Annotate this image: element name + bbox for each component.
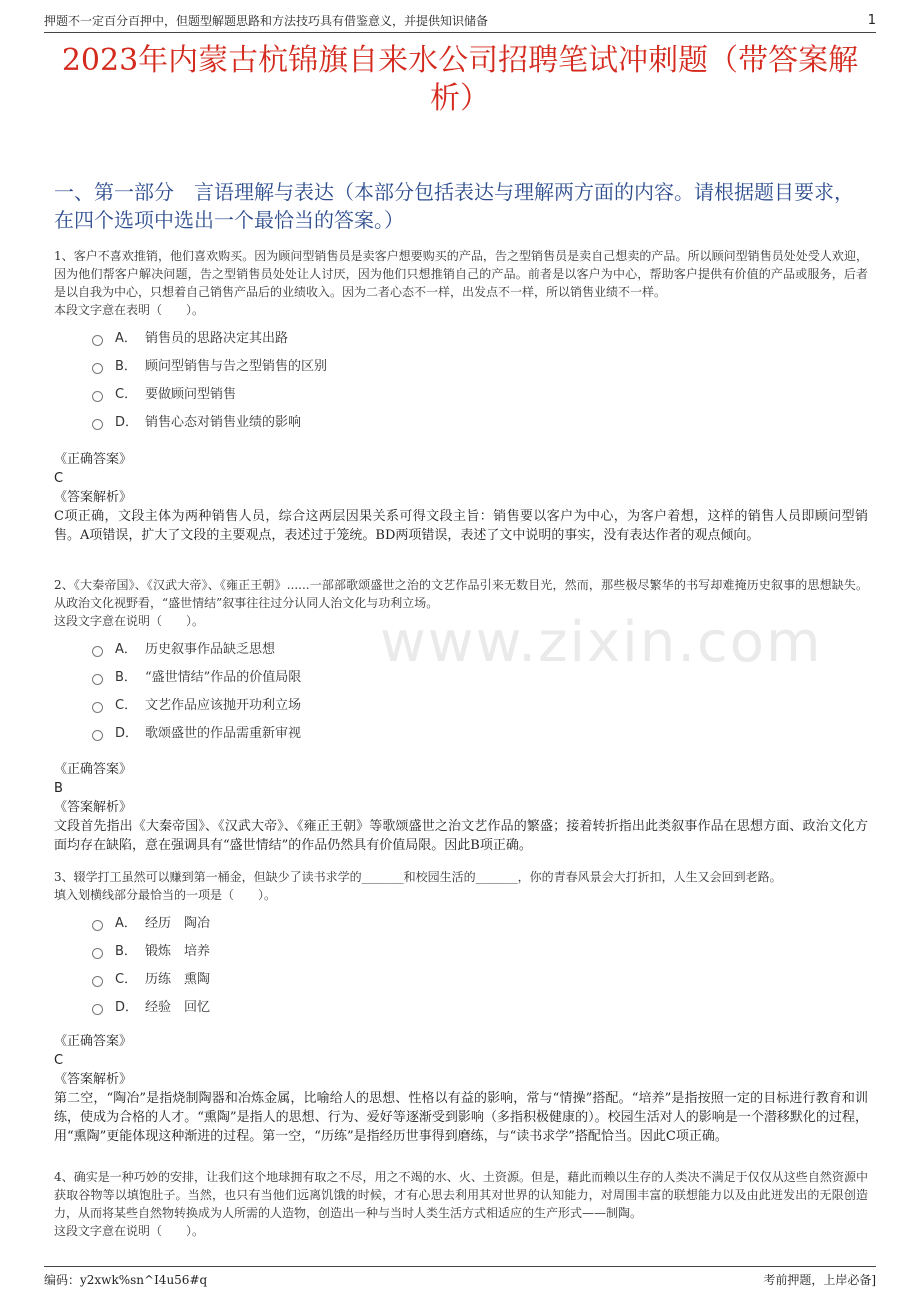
option-c[interactable]: C． 历练 熏陶 bbox=[92, 966, 868, 994]
answer-block-1 bbox=[54, 450, 868, 545]
radio-icon[interactable] bbox=[92, 1004, 103, 1015]
option-d[interactable]: D． 销售心态对销售业绩的影响 bbox=[92, 409, 868, 437]
question-1 bbox=[54, 247, 868, 437]
radio-icon[interactable] bbox=[92, 646, 103, 657]
analysis-label: 《答案解析》 bbox=[54, 1072, 133, 1087]
radio-icon[interactable] bbox=[92, 674, 103, 685]
section-heading: 一、第一部分 言语理解与表达（本部分包括表达与理解两方面的内容。请根据题目要求，在四个选项中选出一个最恰当的答案。） bbox=[54, 180, 854, 232]
document-code: 编码：y2xwk%sn^I4u56#q bbox=[44, 1273, 208, 1287]
option-c[interactable]: C． 文艺作品应该抛开功利立场 bbox=[92, 692, 868, 720]
answer-label: 《正确答案》 bbox=[54, 1034, 133, 1049]
footer-slogan: 考前押题，上岸必备] bbox=[763, 1273, 876, 1287]
radio-icon[interactable] bbox=[92, 920, 103, 931]
question-2 bbox=[54, 576, 868, 748]
page-number: 1 bbox=[867, 13, 876, 28]
answer-label: 《正确答案》 bbox=[54, 762, 133, 777]
question-text: 3、辍学打工虽然可以赚到第一桶金，但缺少了读书求学的_______和校园生活的_______，你的青春风景会大打折扣，人生又会回到老路。 bbox=[54, 870, 782, 884]
question-3 bbox=[54, 868, 868, 1022]
watermark: www.zixin.com bbox=[380, 610, 823, 675]
option-c[interactable]: C． 要做顾问型销售 bbox=[92, 381, 868, 409]
option-b[interactable]: B． 锻炼 培养 bbox=[92, 938, 868, 966]
question-text: 2、《大秦帝国》、《汉武大帝》、《雍正王朝》......一部部歌颂盛世之治的文艺作品引来无数目光，然而，那些极尽繁华的书写却难掩历史叙事的思想缺失。从政治文化视野看，“盛世情结”叙事往往过分认同人治文化与功利立场。 bbox=[54, 578, 868, 610]
option-a[interactable]: A． 销售员的思路决定其出路 bbox=[92, 325, 868, 353]
option-a[interactable]: A． 经历 陶冶 bbox=[92, 910, 868, 938]
question-text: 4、确实是一种巧妙的安排，让我们这个地球拥有取之不尽，用之不竭的水、火、土资源。但是，藉此而赖以生存的人类决不满足于仅仅从这些自然资源中获取谷物等以填饱肚子。当然，也只有当他们远离饥饿的时候，才有心思去利用其对世界的认知能力，对周围丰富的联想能力以及由此迸发出的无限创造力，从而将某些自然物转换成为人所需的人造物，创造出一种与当时人类生活方式相适应的生产形式——制陶。 bbox=[54, 1170, 868, 1220]
correct-answer: B bbox=[54, 781, 63, 796]
question-prompt: 这段文字意在说明（ ）。 bbox=[54, 614, 205, 628]
answer-block-2 bbox=[54, 760, 868, 855]
analysis-label: 《答案解析》 bbox=[54, 490, 133, 505]
analysis-text: 第二空，“陶冶”是指烧制陶器和冶炼金属，比喻给人的思想、性格以有益的影响，常与“情操”搭配。“培养”是指按照一定的目标进行教育和训练，使成为合格的人才。“熏陶”是指人的思想、行为、爱好等逐渐受到影响（多指积极健康的）。校园生活对人的影响是一个潜移默化的过程，用“熏陶”更能体现这种渐进的过程。第一空，“历练”是指经历世事得到磨练，与“读书求学”搭配恰当。因此C项正确。 bbox=[54, 1091, 868, 1144]
question-prompt: 这段文字意在说明（ ）。 bbox=[54, 1224, 205, 1238]
radio-icon[interactable] bbox=[92, 702, 103, 713]
option-list bbox=[54, 636, 868, 748]
question-text: 1、客户不喜欢推销，他们喜欢购买。因为顾问型销售员是卖客户想要购买的产品，告之型销售员是卖自己想卖的产品。所以顾问型销售员处处受人欢迎，因为他们帮客户解决问题，告之型销售员处处让人讨厌，因为他们只想推销自己的产品。前者是以客户为中心，帮助客户提供有价值的产品或服务，后者是以自我为中心，只想着自己销售产品后的业绩收入。因为二者心态不一样，出发点不一样，所以销售业绩不一样。 bbox=[54, 249, 868, 299]
radio-icon[interactable] bbox=[92, 419, 103, 430]
header-note: 押题不一定百分百押中，但题型解题思路和方法技巧具有借鉴意义，并提供知识储备 bbox=[44, 14, 489, 28]
page-title: 2023年内蒙古杭锦旗自来水公司招聘笔试冲刺题（带答案解析） bbox=[61, 43, 859, 116]
answer-block-3 bbox=[54, 1032, 868, 1146]
radio-icon[interactable] bbox=[92, 363, 103, 374]
question-prompt: 填入划横线部分最恰当的一项是（ ）。 bbox=[54, 888, 277, 902]
radio-icon[interactable] bbox=[92, 730, 103, 741]
option-b[interactable]: B． 顾问型销售与告之型销售的区别 bbox=[92, 353, 868, 381]
option-b[interactable]: B． “盛世情结”作品的价值局限 bbox=[92, 664, 868, 692]
option-a[interactable]: A． 历史叙事作品缺乏思想 bbox=[92, 636, 868, 664]
radio-icon[interactable] bbox=[92, 948, 103, 959]
question-prompt: 本段文字意在表明（ ）。 bbox=[54, 303, 205, 317]
option-d[interactable]: D． 歌颂盛世的作品需重新审视 bbox=[92, 720, 868, 748]
page-header bbox=[44, 12, 876, 33]
page-footer bbox=[44, 1266, 876, 1289]
radio-icon[interactable] bbox=[92, 335, 103, 346]
correct-answer: C bbox=[54, 471, 64, 486]
answer-label: 《正确答案》 bbox=[54, 452, 133, 467]
radio-icon[interactable] bbox=[92, 976, 103, 987]
analysis-label: 《答案解析》 bbox=[54, 800, 133, 815]
option-d[interactable]: D． 经验 回忆 bbox=[92, 994, 868, 1022]
radio-icon[interactable] bbox=[92, 391, 103, 402]
correct-answer: C bbox=[54, 1053, 64, 1068]
option-list bbox=[54, 325, 868, 437]
question-4 bbox=[54, 1168, 868, 1240]
option-list bbox=[54, 910, 868, 1022]
analysis-text: C项正确，文段主体为两种销售人员，综合这两层因果关系可得文段主旨：销售要以客户为中心，为客户着想，这样的销售人员即顾问型销售。A项错误，扩大了文段的主要观点，表述过于笼统。BD两项错误，表述了文中说明的事实，没有表达作者的观点倾向。 bbox=[54, 509, 868, 543]
analysis-text: 文段首先指出《大秦帝国》、《汉武大帝》、《雍正王朝》等歌颂盛世之治文艺作品的繁盛；接着转折指出此类叙事作品在思想方面、政治文化方面均存在缺陷，意在强调具有“盛世情结”的作品仍然具有价值局限。因此B项正确。 bbox=[54, 819, 868, 853]
